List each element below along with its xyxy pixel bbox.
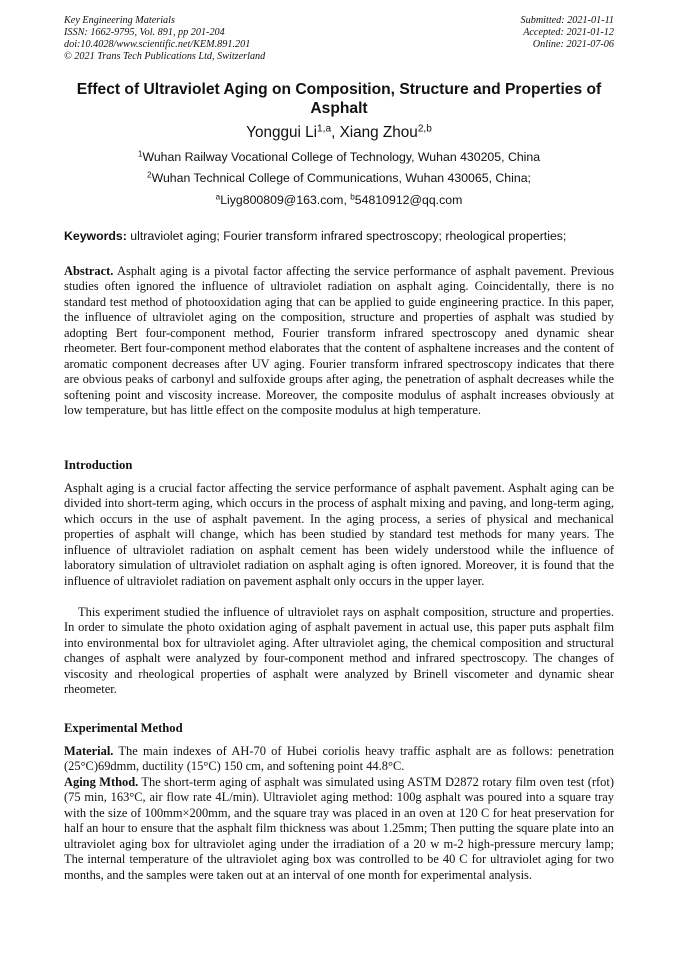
author-line	[64, 123, 614, 142]
keywords	[64, 228, 614, 244]
online-date: Online: 2021-07-06	[532, 39, 614, 50]
email-address[interactable]: 54810912@qq.com	[354, 193, 463, 207]
keywords-text: ultraviolet aging; Fourier transform infrared spectroscopy; rheological properties;	[126, 229, 567, 243]
email-separator: ,	[343, 193, 351, 207]
paper-title: Effect of Ultraviolet Aging on Composition, Structure and Properties of Asphalt	[76, 81, 602, 117]
affiliation-text: Wuhan Technical College of Communications, Wuhan 430065, China;	[151, 171, 531, 185]
author-name: Yonggui Li	[246, 124, 318, 141]
aging-method-paragraph	[64, 775, 614, 883]
affiliation-superscript: 2	[147, 170, 152, 180]
material-label: Material.	[64, 744, 114, 758]
keywords-label: Keywords:	[64, 229, 127, 243]
submitted-date: Submitted: 2021-01-11	[520, 15, 614, 26]
material-text: The main indexes of AH-70 of Hubei coriolis heavy traffic asphalt are as follows: penetration (25°C)69dmm, ductility (15°C) 150 cm, and softening point 44.8°C.	[64, 744, 614, 774]
aging-method-text: The short-term aging of asphalt was simulated using ASTM D2872 rotary film oven test (rfot) (75 min, 163°C, air flow rate 4L/min). Ultraviolet aging method: 100g asphalt was poured into a square tray with the size of 100mm×200mm, and the square tray was placed in an oven at 120 C for heat preservation for half an hour to ensure that the asphalt film thickness was about 1.25mm; Then putting the square plate into an ultraviolet aging box for ultraviolet aging under the irradiation of a 20 w m-2 high-pressure mercury lamp; The internal temperature of the ultraviolet aging box was controlled to be 40 C for ultraviolet aging for two months, and the samples were taken out at an interval of one month for experimental analysis.	[64, 775, 614, 882]
introduction-paragraph-2: This experiment studied the influence of ultraviolet rays on asphalt composition, structure and properties. In order to simulate the photo oxidation aging of asphalt pavement in actual use, this paper puts asphalt film into environmental box for ultraviolet aging. After ultraviolet aging, the chemical composition and structural changes of asphalt were analyzed by four-component method and infrared spectroscopy. The changes of viscosity and rheological properties of asphalt were analyzed by Brinell viscometer and dynamic shear rheometer.	[64, 605, 614, 697]
doi-line: doi:10.4028/www.scientific.net/KEM.891.201	[64, 39, 251, 50]
author-superscript: 1,a	[317, 123, 332, 135]
email-address[interactable]: Liyg800809@163.com	[220, 193, 344, 207]
submission-dates	[521, 15, 614, 51]
affiliation-1	[64, 150, 614, 165]
abstract	[64, 264, 614, 419]
journal-name: Key Engineering Materials	[64, 15, 175, 26]
author-separator: ,	[331, 124, 340, 141]
journal-info	[64, 15, 265, 63]
aging-method-label: Aging Mthod.	[64, 775, 139, 789]
material-paragraph	[64, 744, 614, 775]
experimental-heading: Experimental Method	[64, 721, 183, 735]
author-superscript: 2,b	[417, 123, 432, 135]
affiliation-text: Wuhan Railway Vocational College of Technology, Wuhan 430205, China	[142, 150, 541, 164]
copyright-line: © 2021 Trans Tech Publications Ltd, Switzerland	[64, 51, 266, 62]
affiliation-superscript: 1	[137, 149, 143, 159]
issn-line: ISSN: 1662-9795, Vol. 891, pp 201-204	[64, 27, 225, 38]
accepted-date: Accepted: 2021-01-12	[523, 27, 614, 38]
email-superscript: a	[215, 192, 221, 202]
affiliation-2	[64, 171, 614, 186]
introduction-heading: Introduction	[64, 458, 133, 472]
introduction-paragraph-1: Asphalt aging is a crucial factor affecting the service performance of asphalt pavement. Asphalt aging can be divided into short-term aging, which occurs in the process of asphalt mixing and paving, and long-term aging, which occurs in the use of asphalt pavement. In the aging process, a series of physical and mechanical properties of asphalt will change, which has been studied by standard test methods for many years. The influence of ultraviolet radiation on asphalt cement has been widely understood while the influence of laboratory simulation of ultraviolet radiation on asphalt aging is often ignored. Moreover, it is found that the influence of ultraviolet radiation on pavement asphalt only occurs in the upper layer.	[64, 481, 614, 588]
abstract-label: Abstract.	[64, 264, 114, 278]
abstract-text: Asphalt aging is a pivotal factor affecting the service performance of asphalt pavement. Previous studies often ignored the influence of ultraviolet radiation on asphalt aging. Coincidentally, there is no standard test method of photooxidation aging that can be applied to guide engineering practice. In this paper, the influence of ultraviolet aging on the composition, structure and properties of asphalt was studied by adopting Bert four-component method, Fourier transform infrared spectroscopy aned dynamic shear rheometer. Bert four-component method elaborates that the content of asphaltene increases and the content of aromatic component decreases after UV aging. Fourier transform infrared spectroscopy indicates that there are obvious peaks of carbonyl and sulfoxide groups after aging, the penetration of asphalt decreases while the softening point and viscosity increase. Moreover, the composite modulus of asphalt increases obviously at low temperature, but has little effect on the composite modulus at high temperature.	[64, 264, 614, 418]
email-line	[64, 193, 614, 208]
email-superscript: b	[350, 192, 355, 202]
author-name: Xiang Zhou	[339, 124, 418, 141]
